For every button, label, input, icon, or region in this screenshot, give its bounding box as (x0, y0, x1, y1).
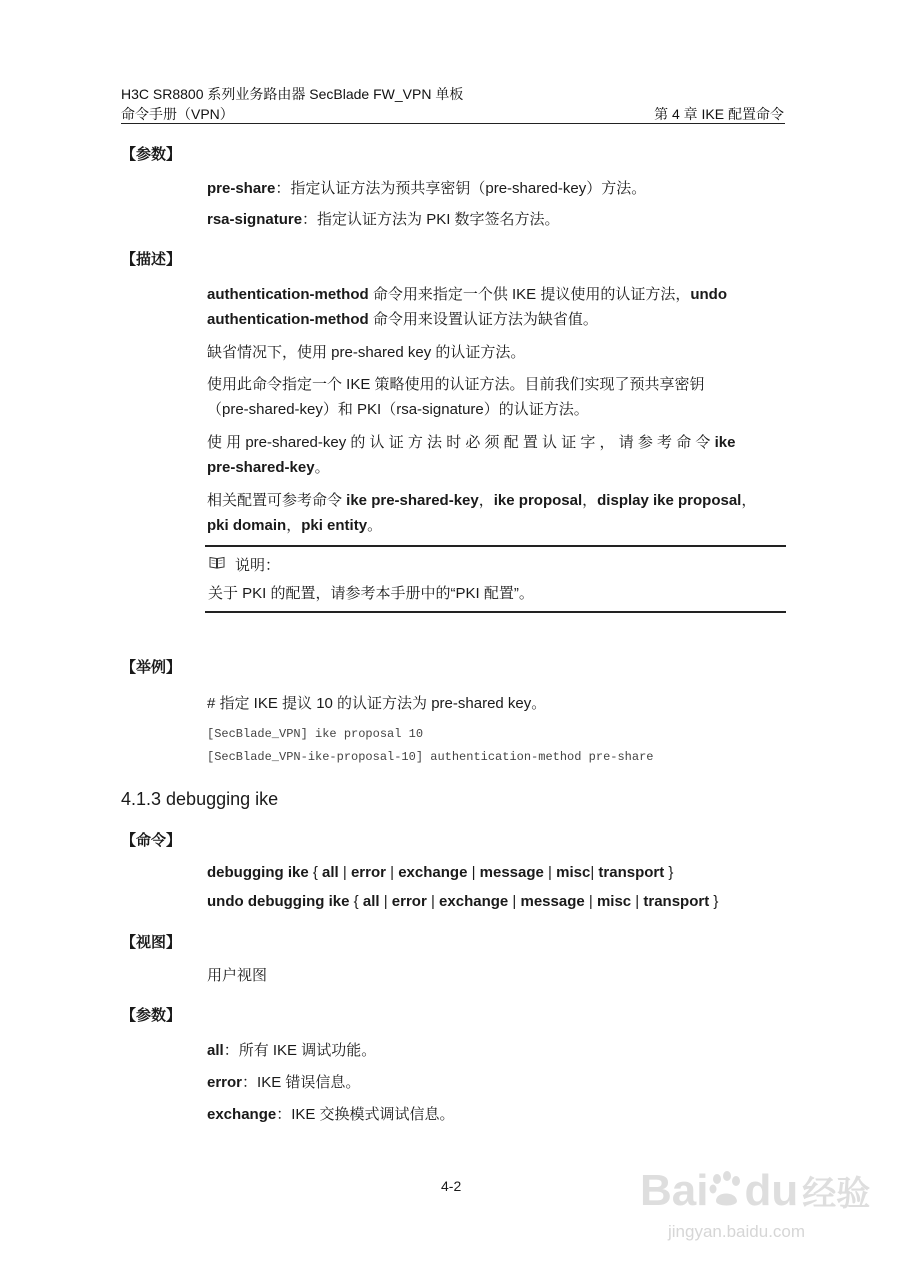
watermark-brand: Bai (640, 1166, 709, 1215)
params-heading: 【参数】 (121, 1007, 182, 1024)
syntax-pipe: | (338, 864, 351, 881)
view-text: 用户视图 (207, 967, 268, 984)
description-text: 使 用 pre-shared-key 的 认 证 方 法 时 必 须 配 置 认 证 字 ， 请 参 考 命 令 (207, 434, 715, 451)
param-item (207, 1071, 360, 1092)
syntax-pipe: | (590, 864, 599, 881)
syntax-pipe: | (467, 864, 480, 881)
description-related-cont (207, 514, 382, 535)
param-item (207, 1103, 455, 1124)
separator: 。 (367, 517, 383, 534)
command-heading: 【命令】 (121, 832, 182, 849)
example-code-line: [SecBlade_VPN] ike proposal 10 (207, 727, 424, 741)
command-keyword: misc (596, 893, 632, 910)
separator: ， (741, 492, 757, 509)
example-intro: # 指定 IKE 提议 10 的认证方法为 pre-shared key。 (207, 695, 547, 712)
watermark-brand: 经验 (802, 1175, 871, 1213)
command-syntax-line (207, 893, 718, 910)
page-number: 4-2 (441, 1178, 462, 1194)
description-paragraph (207, 283, 727, 304)
param-term: exchange (207, 1106, 277, 1123)
syntax-pipe: | (426, 893, 440, 910)
param-term: pre-share (207, 180, 276, 197)
command-keyword: authentication-method (207, 286, 369, 303)
param-desc: ：所有 IKE 调试功能。 (223, 1042, 377, 1059)
command-keyword: message (520, 893, 585, 910)
separator: ， (286, 517, 302, 534)
syntax-pipe: | (385, 864, 399, 881)
command-keyword: pki entity (301, 517, 368, 534)
command-keyword: transport (598, 864, 665, 881)
command-keyword: error (391, 893, 427, 910)
command-keyword: ike pre-shared-key (346, 492, 479, 509)
description-text: 。 (314, 459, 330, 476)
header-divider (121, 123, 785, 124)
watermark-logo (640, 1166, 870, 1216)
description-text: 命令用来设置认证方法为缺省值。 (368, 311, 598, 328)
syntax-brace: } (709, 893, 719, 910)
separator: ， (582, 492, 598, 509)
section-title: 4.1.3 debugging ike (121, 789, 279, 809)
syntax-brace: { (349, 893, 363, 910)
description-preshared (207, 431, 735, 452)
description-default: 缺省情况下，使用 pre-shared key 的认证方法。 (207, 344, 526, 361)
param-term: error (207, 1074, 243, 1091)
param-desc: ：指定认证方法为预共享密钥（pre-shared-key）方法。 (275, 180, 647, 197)
example-code-line: [SecBlade_VPN-ike-proposal-10] authentication-method pre-share (207, 750, 654, 764)
command-keyword: pki domain (207, 517, 287, 534)
description-preshared-cont (207, 456, 330, 477)
header-manual-name: 命令手册（VPN） (121, 106, 234, 122)
note-text: 关于 PKI 的配置，请参考本手册中的“PKI 配置”。 (208, 585, 534, 602)
command-keyword: ike (714, 434, 736, 451)
syntax-brace: { (308, 864, 323, 881)
param-desc: ：IKE 交换模式调试信息。 (276, 1106, 455, 1123)
description-paragraph-cont (207, 308, 598, 329)
command-keyword: error (350, 864, 386, 881)
watermark-brand: du (744, 1166, 799, 1215)
description-text: 命令用来指定一个供 IKE 提议使用的认证方法， (368, 286, 691, 303)
syntax-pipe: | (584, 893, 597, 910)
param-item (207, 1039, 376, 1060)
description-usage-cont: （pre-shared-key）和 PKI（rsa-signature）的认证方法。 (207, 401, 589, 418)
command-keyword: display ike proposal (597, 492, 742, 509)
description-usage: 使用此命令指定一个 IKE 策略使用的认证方法。目前我们实现了预共享密钥 (207, 376, 705, 393)
book-icon (209, 556, 225, 574)
note-top-rule (205, 545, 786, 547)
syntax-pipe: | (631, 893, 644, 910)
param-desc: ：IKE 错误信息。 (242, 1074, 361, 1091)
header-title: H3C SR8800 系列业务路由器 SecBlade FW_VPN 单板 (121, 86, 464, 102)
command-keyword: exchange (439, 893, 509, 910)
command-keyword: exchange (398, 864, 468, 881)
header-chapter: 第 4 章 IKE 配置命令 (654, 106, 784, 122)
syntax-pipe: | (508, 893, 521, 910)
command-keyword: message (479, 864, 544, 881)
syntax-brace: } (664, 864, 674, 881)
command-keyword: ike proposal (493, 492, 583, 509)
syntax-pipe: | (379, 893, 392, 910)
command-keyword: pre-shared-key (207, 459, 315, 476)
param-term: rsa-signature (207, 211, 303, 228)
command-keyword: debugging ike (207, 864, 309, 881)
command-syntax-line (207, 864, 673, 881)
params-heading: 【参数】 (121, 146, 182, 163)
command-keyword: undo debugging ike (207, 893, 350, 910)
description-text: 相关配置可参考命令 (207, 492, 347, 509)
paw-icon (708, 1170, 744, 1208)
separator: ， (478, 492, 494, 509)
command-keyword: all (322, 864, 339, 881)
example-heading: 【举例】 (121, 659, 182, 676)
param-item (207, 177, 646, 198)
command-keyword: transport (643, 893, 710, 910)
description-related (207, 489, 756, 510)
command-keyword: undo (690, 286, 728, 303)
note-bottom-rule (205, 611, 786, 613)
view-heading: 【视图】 (121, 934, 182, 951)
command-keyword: misc (556, 864, 591, 881)
param-term: all (207, 1042, 224, 1059)
command-keyword: all (362, 893, 380, 910)
note-label: 说明： (235, 557, 281, 574)
command-keyword: authentication-method (207, 311, 369, 328)
description-heading: 【描述】 (121, 251, 182, 268)
param-desc: ：指定认证方法为 PKI 数字签名方法。 (302, 211, 560, 228)
watermark-url: jingyan.baidu.com (668, 1222, 806, 1241)
param-item (207, 208, 560, 229)
syntax-pipe: | (543, 864, 557, 881)
